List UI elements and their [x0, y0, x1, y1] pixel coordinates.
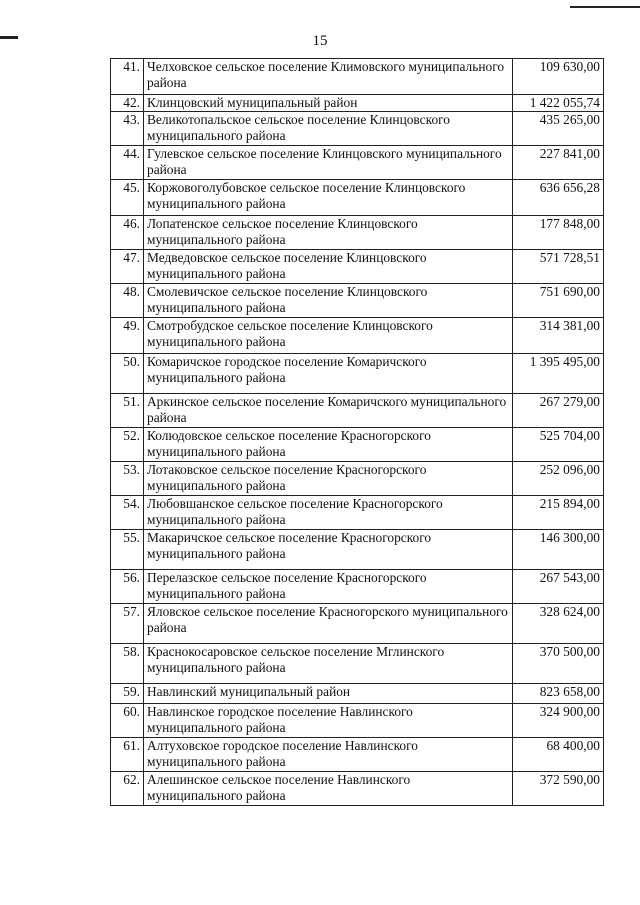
municipality-name: Яловское сельское поселение Красногорского муниципального района: [144, 604, 513, 644]
amount-value: 314 381,00: [513, 318, 604, 354]
amount-value: 751 690,00: [513, 284, 604, 318]
table-row: [111, 250, 604, 284]
table-row: [111, 318, 604, 354]
row-number: 43.: [111, 112, 144, 146]
amount-value: 177 848,00: [513, 216, 604, 250]
amount-value: 252 096,00: [513, 462, 604, 496]
page-number: 15: [312, 33, 328, 49]
row-number: 57.: [111, 604, 144, 644]
row-number: 41.: [111, 59, 144, 95]
row-number: 44.: [111, 146, 144, 180]
table-row: [111, 428, 604, 462]
row-number: 55.: [111, 530, 144, 570]
table-row: [111, 604, 604, 644]
amount-value: 215 894,00: [513, 496, 604, 530]
table-row: [111, 644, 604, 684]
budget-allocation-table: [110, 58, 604, 806]
row-number: 53.: [111, 462, 144, 496]
row-number: 47.: [111, 250, 144, 284]
amount-value: 324 900,00: [513, 704, 604, 738]
amount-value: 525 704,00: [513, 428, 604, 462]
table-row: [111, 146, 604, 180]
row-number: 51.: [111, 394, 144, 428]
table-row: [111, 284, 604, 318]
table-row: [111, 530, 604, 570]
municipality-name: Лотаковское сельское поселение Красногорского муниципального района: [144, 462, 513, 496]
municipality-name: Перелазское сельское поселение Красногорского муниципального района: [144, 570, 513, 604]
row-number: 46.: [111, 216, 144, 250]
municipality-name: Челховское сельское поселение Климовского муниципального района: [144, 59, 513, 95]
municipality-name: Комаричское городское поселение Комаричского муниципального района: [144, 354, 513, 394]
table-row: [111, 95, 604, 112]
municipality-name: Клинцовский муниципальный район: [144, 95, 513, 112]
amount-value: 227 841,00: [513, 146, 604, 180]
table-row: [111, 738, 604, 772]
municipality-name: Лопатенское сельское поселение Клинцовского муниципального района: [144, 216, 513, 250]
municipality-name: Навлинский муниципальный район: [144, 684, 513, 704]
table-row: [111, 570, 604, 604]
amount-value: 146 300,00: [513, 530, 604, 570]
municipality-name: Алтуховское городское поселение Навлинского муниципального района: [144, 738, 513, 772]
table-row: [111, 394, 604, 428]
row-number: 49.: [111, 318, 144, 354]
amount-value: 267 279,00: [513, 394, 604, 428]
table-row: [111, 112, 604, 146]
table-row: [111, 59, 604, 95]
table-row: [111, 704, 604, 738]
municipality-name: Любовшанское сельское поселение Красногорского муниципального района: [144, 496, 513, 530]
municipality-name: Макаричское сельское поселение Красногорского муниципального района: [144, 530, 513, 570]
municipality-name: Великотопальское сельское поселение Клинцовского муниципального района: [144, 112, 513, 146]
amount-value: 571 728,51: [513, 250, 604, 284]
amount-value: 1 422 055,74: [513, 95, 604, 112]
municipality-name: Краснокосаровское сельское поселение Мглинского муниципального района: [144, 644, 513, 684]
table-row: [111, 496, 604, 530]
row-number: 52.: [111, 428, 144, 462]
row-number: 60.: [111, 704, 144, 738]
row-number: 42.: [111, 95, 144, 112]
amount-value: 109 630,00: [513, 59, 604, 95]
amount-value: 68 400,00: [513, 738, 604, 772]
municipality-name: Смотробудское сельское поселение Клинцовского муниципального района: [144, 318, 513, 354]
municipality-name: Медведовское сельское поселение Клинцовского муниципального района: [144, 250, 513, 284]
row-number: 45.: [111, 180, 144, 216]
municipality-name: Смолевичское сельское поселение Клинцовского муниципального района: [144, 284, 513, 318]
row-number: 56.: [111, 570, 144, 604]
amount-value: 267 543,00: [513, 570, 604, 604]
row-number: 48.: [111, 284, 144, 318]
table-row: [111, 684, 604, 704]
table-row: [111, 216, 604, 250]
amount-value: 328 624,00: [513, 604, 604, 644]
table-row: [111, 772, 604, 806]
row-number: 59.: [111, 684, 144, 704]
row-number: 62.: [111, 772, 144, 806]
municipality-name: Коржовоголубовское сельское поселение Клинцовского муниципального района: [144, 180, 513, 216]
amount-value: 435 265,00: [513, 112, 604, 146]
amount-value: 636 656,28: [513, 180, 604, 216]
table-row: [111, 462, 604, 496]
amount-value: 823 658,00: [513, 684, 604, 704]
amount-value: 1 395 495,00: [513, 354, 604, 394]
row-number: 50.: [111, 354, 144, 394]
table-row: [111, 180, 604, 216]
amount-value: 370 500,00: [513, 644, 604, 684]
municipality-name: Навлинское городское поселение Навлинского муниципального района: [144, 704, 513, 738]
municipality-name: Гулевское сельское поселение Клинцовского муниципального района: [144, 146, 513, 180]
table-row: [111, 354, 604, 394]
row-number: 61.: [111, 738, 144, 772]
amount-value: 372 590,00: [513, 772, 604, 806]
municipality-name: Аркинское сельское поселение Комаричского муниципального района: [144, 394, 513, 428]
municipality-name: Колюдовское сельское поселение Красногорского муниципального района: [144, 428, 513, 462]
row-number: 58.: [111, 644, 144, 684]
row-number: 54.: [111, 496, 144, 530]
scan-edge-line: [570, 6, 640, 8]
municipality-name: Алешинское сельское поселение Навлинского муниципального района: [144, 772, 513, 806]
